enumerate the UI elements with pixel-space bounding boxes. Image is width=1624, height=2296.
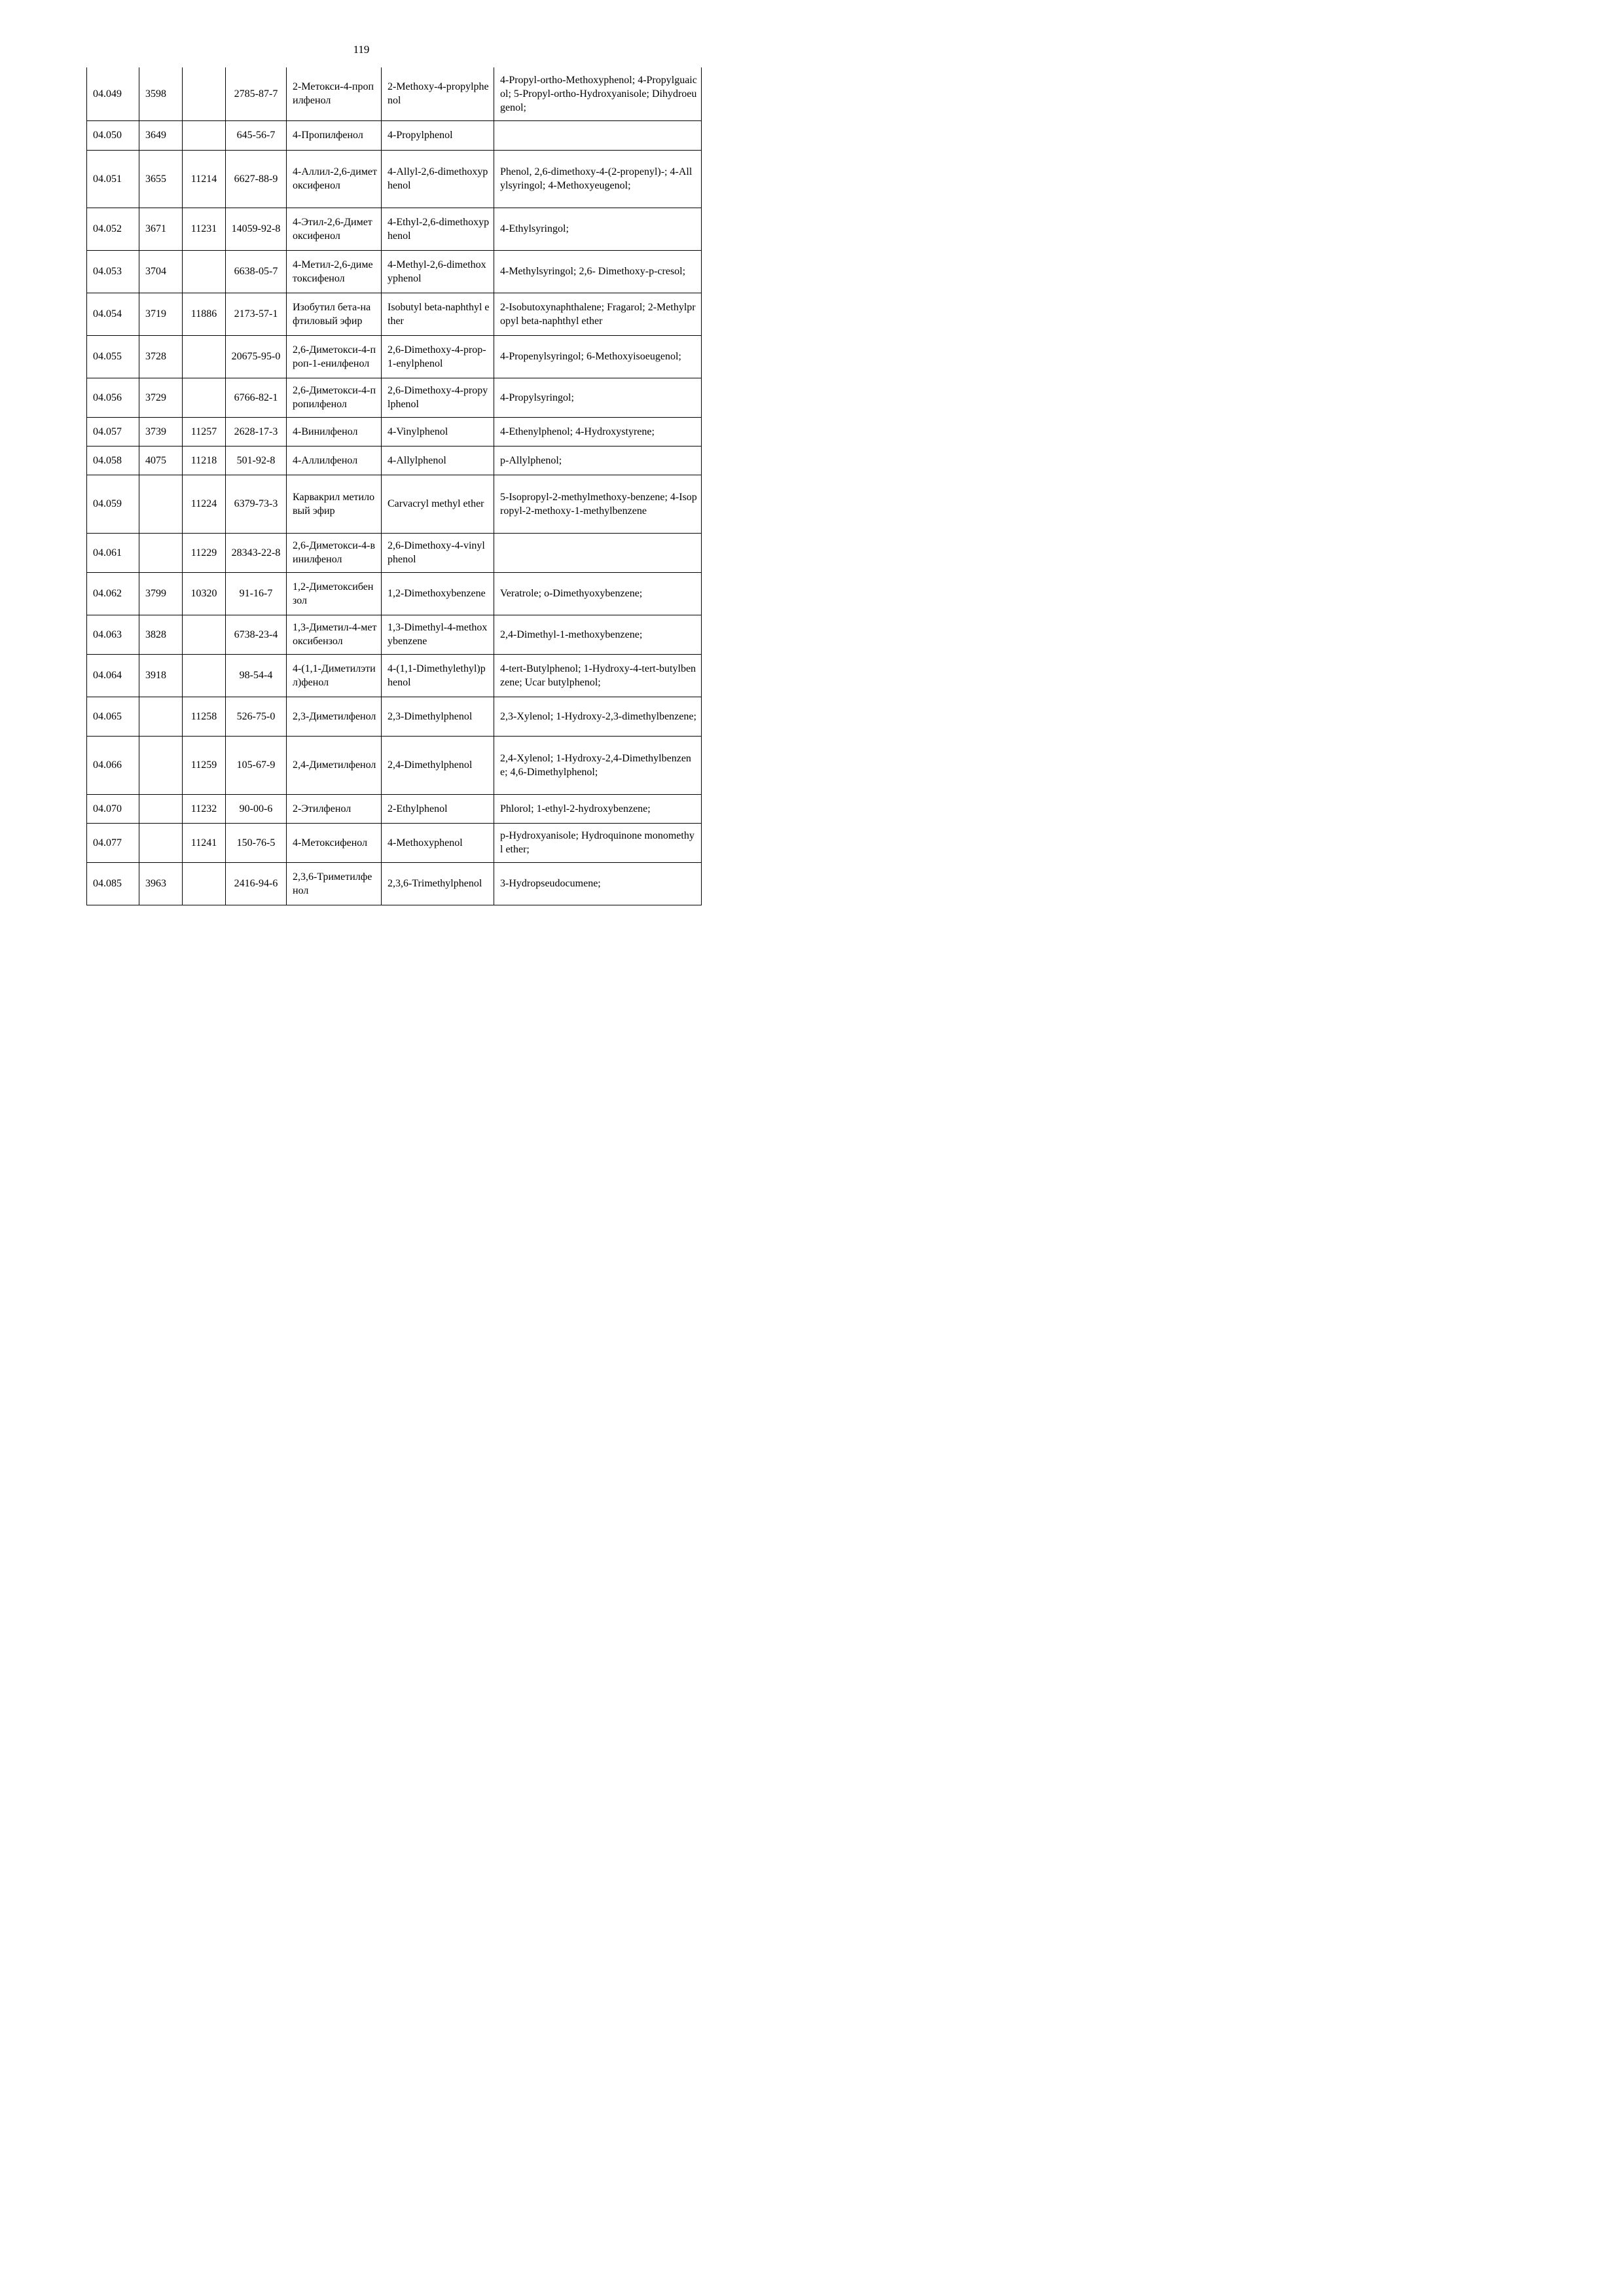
cell-cas: 2173-57-1 bbox=[226, 293, 287, 335]
cell-cas: 6766-82-1 bbox=[226, 378, 287, 417]
cell-number: 04.057 bbox=[87, 417, 139, 446]
cell-cas: 14059-92-8 bbox=[226, 208, 287, 250]
cell-cas: 150-76-5 bbox=[226, 823, 287, 862]
cell-fema: 3671 bbox=[139, 208, 183, 250]
cell-cas: 2416-94-6 bbox=[226, 862, 287, 905]
cell-coe bbox=[183, 615, 226, 654]
cell-synonyms: 2,4-Xylenol; 1-Hydroxy-2,4-Dimethylbenzene; 4,6-Dimethylphenol; bbox=[494, 736, 702, 794]
cell-cas: 501-92-8 bbox=[226, 446, 287, 475]
cell-name-ru: 2,6-Диметокси-4-винилфенол bbox=[287, 533, 382, 572]
cell-synonyms: 4-Propyl-ortho-Methoxyphenol; 4-Propylguaicol; 5-Propyl-ortho-Hydroxyanisole; Dihydroeugenol; bbox=[494, 67, 702, 120]
cell-synonyms: p-Hydroxyanisole; Hydroquinone monomethyl ether; bbox=[494, 823, 702, 862]
cell-name-en: 2,3,6-Trimethylphenol bbox=[382, 862, 494, 905]
cell-name-en: 4-Propylphenol bbox=[382, 120, 494, 150]
cell-cas: 20675-95-0 bbox=[226, 335, 287, 378]
cell-cas: 2785-87-7 bbox=[226, 67, 287, 120]
cell-coe: 11886 bbox=[183, 293, 226, 335]
table-row bbox=[87, 736, 702, 794]
cell-fema bbox=[139, 736, 183, 794]
cell-name-ru: 4-Метоксифенол bbox=[287, 823, 382, 862]
cell-synonyms: Phlorol; 1-ethyl-2-hydroxybenzene; bbox=[494, 794, 702, 823]
cell-name-ru: 4-Аллилфенол bbox=[287, 446, 382, 475]
table-row bbox=[87, 67, 702, 120]
cell-name-ru: 2,6-Диметокси-4-пропилфенол bbox=[287, 378, 382, 417]
page-number: 119 bbox=[353, 43, 370, 56]
table-row bbox=[87, 417, 702, 446]
cell-cas: 526-75-0 bbox=[226, 697, 287, 736]
table-row bbox=[87, 475, 702, 533]
cell-name-ru: 4-Винилфенол bbox=[287, 417, 382, 446]
cell-name-en: 2,3-Dimethylphenol bbox=[382, 697, 494, 736]
table-row bbox=[87, 697, 702, 736]
cell-coe: 11224 bbox=[183, 475, 226, 533]
flavoring-substances-table bbox=[86, 67, 702, 905]
cell-coe: 11258 bbox=[183, 697, 226, 736]
table-row bbox=[87, 533, 702, 572]
cell-fema: 3728 bbox=[139, 335, 183, 378]
cell-coe: 11257 bbox=[183, 417, 226, 446]
cell-synonyms: 4-Ethenylphenol; 4-Hydroxystyrene; bbox=[494, 417, 702, 446]
cell-synonyms: Phenol, 2,6-dimethoxy-4-(2-propenyl)-; 4-Allylsyringol; 4-Methoxyeugenol; bbox=[494, 150, 702, 208]
cell-fema: 3655 bbox=[139, 150, 183, 208]
cell-cas: 98-54-4 bbox=[226, 654, 287, 697]
cell-fema bbox=[139, 533, 183, 572]
cell-synonyms bbox=[494, 533, 702, 572]
cell-coe bbox=[183, 654, 226, 697]
cell-name-ru: 2,4-Диметилфенол bbox=[287, 736, 382, 794]
cell-name-en: 2-Methoxy-4-propylphenol bbox=[382, 67, 494, 120]
table-row bbox=[87, 446, 702, 475]
cell-number: 04.065 bbox=[87, 697, 139, 736]
cell-cas: 105-67-9 bbox=[226, 736, 287, 794]
cell-number: 04.055 bbox=[87, 335, 139, 378]
cell-fema: 3649 bbox=[139, 120, 183, 150]
cell-number: 04.085 bbox=[87, 862, 139, 905]
cell-coe bbox=[183, 67, 226, 120]
cell-cas: 2628-17-3 bbox=[226, 417, 287, 446]
cell-synonyms: 4-Propenylsyringol; 6-Methoxyisoeugenol; bbox=[494, 335, 702, 378]
cell-name-ru: 4-Метил-2,6-диметоксифенол bbox=[287, 250, 382, 293]
cell-number: 04.053 bbox=[87, 250, 139, 293]
cell-coe: 10320 bbox=[183, 572, 226, 615]
cell-fema: 3918 bbox=[139, 654, 183, 697]
cell-cas: 6627-88-9 bbox=[226, 150, 287, 208]
table-row bbox=[87, 615, 702, 654]
table-row bbox=[87, 120, 702, 150]
cell-number: 04.059 bbox=[87, 475, 139, 533]
cell-number: 04.062 bbox=[87, 572, 139, 615]
cell-synonyms: 4-tert-Butylphenol; 1-Hydroxy-4-tert-butylbenzene; Ucar butylphenol; bbox=[494, 654, 702, 697]
cell-fema: 4075 bbox=[139, 446, 183, 475]
cell-name-en: 4-Allyl-2,6-dimethoxyphenol bbox=[382, 150, 494, 208]
cell-name-en: 4-Vinylphenol bbox=[382, 417, 494, 446]
cell-coe: 11218 bbox=[183, 446, 226, 475]
cell-name-en: 2,4-Dimethylphenol bbox=[382, 736, 494, 794]
cell-coe: 11231 bbox=[183, 208, 226, 250]
cell-name-en: 2,6-Dimethoxy-4-vinylphenol bbox=[382, 533, 494, 572]
cell-number: 04.051 bbox=[87, 150, 139, 208]
cell-cas: 6738-23-4 bbox=[226, 615, 287, 654]
cell-name-en: 2-Ethylphenol bbox=[382, 794, 494, 823]
table-row bbox=[87, 335, 702, 378]
cell-name-ru: 2-Метокси-4-пропилфенол bbox=[287, 67, 382, 120]
cell-fema: 3739 bbox=[139, 417, 183, 446]
table-row bbox=[87, 378, 702, 417]
cell-name-ru: 1,3-Диметил-4-метоксибензол bbox=[287, 615, 382, 654]
cell-coe bbox=[183, 250, 226, 293]
cell-coe bbox=[183, 120, 226, 150]
cell-cas: 28343-22-8 bbox=[226, 533, 287, 572]
cell-synonyms: Veratrole; o-Dimethyoxybenzene; bbox=[494, 572, 702, 615]
cell-name-ru: 4-Этил-2,6-Диметоксифенол bbox=[287, 208, 382, 250]
table-row bbox=[87, 150, 702, 208]
cell-name-en: Isobutyl beta-naphthyl ether bbox=[382, 293, 494, 335]
table-row bbox=[87, 862, 702, 905]
table-body bbox=[87, 67, 702, 905]
cell-fema: 3799 bbox=[139, 572, 183, 615]
cell-number: 04.054 bbox=[87, 293, 139, 335]
cell-fema bbox=[139, 794, 183, 823]
cell-number: 04.049 bbox=[87, 67, 139, 120]
cell-coe: 11259 bbox=[183, 736, 226, 794]
cell-cas: 90-00-6 bbox=[226, 794, 287, 823]
table-row bbox=[87, 823, 702, 862]
cell-number: 04.050 bbox=[87, 120, 139, 150]
cell-name-ru: Карвакрил метиловый эфир bbox=[287, 475, 382, 533]
cell-synonyms bbox=[494, 120, 702, 150]
cell-cas: 6379-73-3 bbox=[226, 475, 287, 533]
cell-cas: 91-16-7 bbox=[226, 572, 287, 615]
table-row bbox=[87, 208, 702, 250]
cell-number: 04.061 bbox=[87, 533, 139, 572]
cell-fema: 3704 bbox=[139, 250, 183, 293]
cell-synonyms: 2,4-Dimethyl-1-methoxybenzene; bbox=[494, 615, 702, 654]
cell-synonyms: 2,3-Xylenol; 1-Hydroxy-2,3-dimethylbenzene; bbox=[494, 697, 702, 736]
cell-number: 04.056 bbox=[87, 378, 139, 417]
cell-coe: 11232 bbox=[183, 794, 226, 823]
cell-name-ru: 4-Аллил-2,6-диметоксифенол bbox=[287, 150, 382, 208]
cell-cas: 6638-05-7 bbox=[226, 250, 287, 293]
table-row bbox=[87, 572, 702, 615]
cell-cas: 645-56-7 bbox=[226, 120, 287, 150]
cell-name-ru: 2-Этилфенол bbox=[287, 794, 382, 823]
cell-fema: 3598 bbox=[139, 67, 183, 120]
cell-synonyms: 4-Methylsyringol; 2,6- Dimethoxy-p-cresol; bbox=[494, 250, 702, 293]
cell-fema bbox=[139, 475, 183, 533]
table-row bbox=[87, 794, 702, 823]
cell-number: 04.058 bbox=[87, 446, 139, 475]
table-row bbox=[87, 293, 702, 335]
cell-fema bbox=[139, 823, 183, 862]
cell-name-en: 4-Methoxyphenol bbox=[382, 823, 494, 862]
cell-fema bbox=[139, 697, 183, 736]
cell-name-ru: 2,3-Диметилфенол bbox=[287, 697, 382, 736]
cell-number: 04.063 bbox=[87, 615, 139, 654]
cell-number: 04.066 bbox=[87, 736, 139, 794]
cell-coe bbox=[183, 862, 226, 905]
cell-name-en: 2,6-Dimethoxy-4-propylphenol bbox=[382, 378, 494, 417]
cell-coe: 11214 bbox=[183, 150, 226, 208]
cell-name-en: 1,3-Dimethyl-4-methoxybenzene bbox=[382, 615, 494, 654]
cell-fema: 3729 bbox=[139, 378, 183, 417]
cell-name-en: 1,2-Dimethoxybenzene bbox=[382, 572, 494, 615]
cell-name-en: Carvacryl methyl ether bbox=[382, 475, 494, 533]
cell-fema: 3719 bbox=[139, 293, 183, 335]
cell-synonyms: p-Allylphenol; bbox=[494, 446, 702, 475]
cell-number: 04.070 bbox=[87, 794, 139, 823]
cell-fema: 3963 bbox=[139, 862, 183, 905]
cell-number: 04.077 bbox=[87, 823, 139, 862]
cell-name-ru: 4-(1,1-Диметилэтил)фенол bbox=[287, 654, 382, 697]
cell-fema: 3828 bbox=[139, 615, 183, 654]
cell-name-ru: Изобутил бета-нафтиловый эфир bbox=[287, 293, 382, 335]
cell-name-ru: 1,2-Диметоксибензол bbox=[287, 572, 382, 615]
cell-name-en: 4-Allylphenol bbox=[382, 446, 494, 475]
cell-name-ru: 2,6-Диметокси-4-проп-1-енилфенол bbox=[287, 335, 382, 378]
table-row bbox=[87, 250, 702, 293]
cell-coe: 11241 bbox=[183, 823, 226, 862]
cell-name-en: 4-(1,1-Dimethylethyl)phenol bbox=[382, 654, 494, 697]
cell-name-en: 4-Ethyl-2,6-dimethoxyphenol bbox=[382, 208, 494, 250]
cell-synonyms: 2-Isobutoxynaphthalene; Fragarol; 2-Methylpropyl beta-naphthyl ether bbox=[494, 293, 702, 335]
cell-coe bbox=[183, 335, 226, 378]
cell-synonyms: 3-Hydropseudocumene; bbox=[494, 862, 702, 905]
cell-coe bbox=[183, 378, 226, 417]
cell-name-en: 4-Methyl-2,6-dimethoxyphenol bbox=[382, 250, 494, 293]
cell-synonyms: 4-Ethylsyringol; bbox=[494, 208, 702, 250]
cell-synonyms: 4-Propylsyringol; bbox=[494, 378, 702, 417]
cell-coe: 11229 bbox=[183, 533, 226, 572]
cell-number: 04.064 bbox=[87, 654, 139, 697]
cell-synonyms: 5-Isopropyl-2-methylmethoxy-benzene; 4-Isopropyl-2-methoxy-1-methylbenzene bbox=[494, 475, 702, 533]
cell-number: 04.052 bbox=[87, 208, 139, 250]
cell-name-en: 2,6-Dimethoxy-4-prop-1-enylphenol bbox=[382, 335, 494, 378]
table-row bbox=[87, 654, 702, 697]
cell-name-ru: 2,3,6-Триметилфенол bbox=[287, 862, 382, 905]
cell-name-ru: 4-Пропилфенол bbox=[287, 120, 382, 150]
